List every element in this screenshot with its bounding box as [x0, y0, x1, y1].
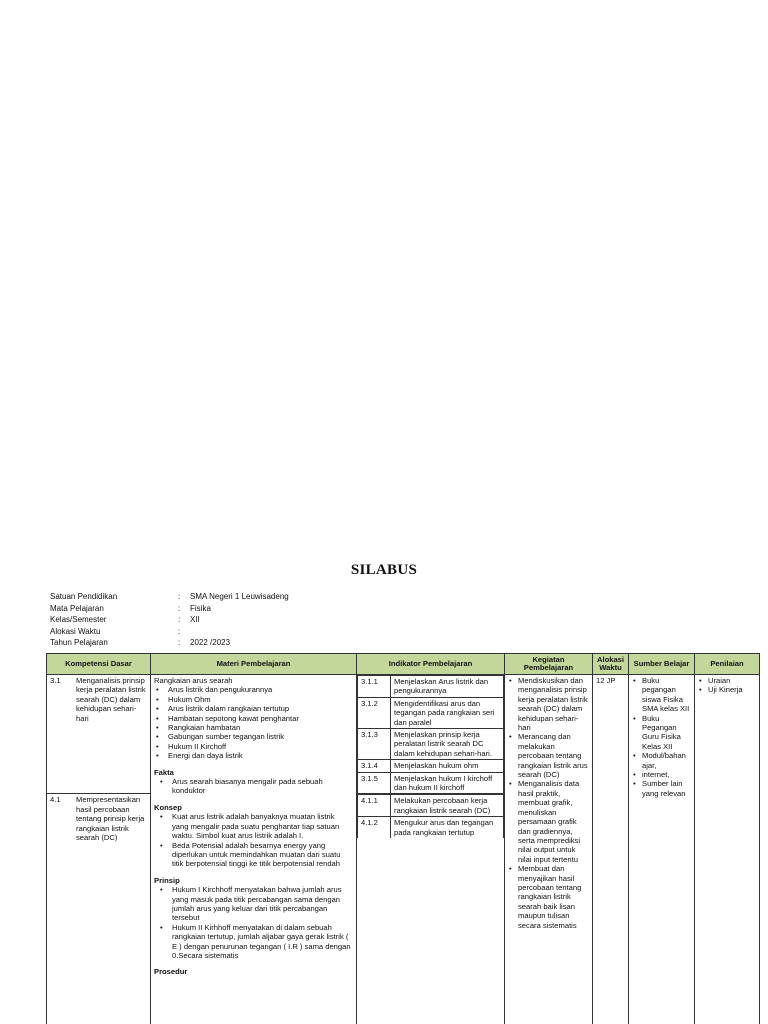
materi-item: • Arus listrik dan pengukurannya: [154, 685, 353, 694]
kd-text: Menganalisis prinsip kerja peralatan listrik searah (DC) dalam kehidupan sehari-hari: [76, 676, 146, 723]
materi-list: [154, 685, 353, 760]
meta-row: [50, 626, 289, 638]
header-sumber: Sumber Belajar: [629, 654, 695, 675]
indikator-row: [358, 772, 504, 793]
document-meta: [50, 591, 289, 649]
table-header-row: [47, 654, 760, 675]
meta-value: Fisika: [190, 603, 211, 613]
prinsip-heading: Prinsip: [154, 875, 180, 885]
header-kompetensi-dasar: Kompetensi Dasar: [47, 654, 151, 675]
indikator-list-a: [357, 675, 504, 793]
indikator-number: 4.1.1: [358, 795, 391, 817]
materi-item: • Hukum II Kirchoff: [154, 742, 353, 751]
sumber-list: [632, 676, 691, 798]
kegiatan-item: • Membuat dan menyajikan hasil percobaan tentang rangkaian listrik searah baik lisan maupun tulisan secara sistematis: [508, 864, 589, 930]
kegiatan-item: • Merancang dan melakukan percobaan tentang rangkaian listrik arus searah (DC): [508, 732, 589, 779]
sumber-item: • Buku Pegangan Guru Fisika Kelas XII: [632, 714, 691, 752]
meta-label: Mata Pelajaran: [50, 603, 104, 613]
meta-separator: :: [178, 638, 181, 648]
materi-item: • Gabungan sumber tegangan listrik: [154, 732, 353, 741]
konsep-heading: Konsep: [154, 802, 182, 812]
meta-value: 2022 /2023: [190, 638, 231, 648]
penilaian-item: • Uraian: [698, 676, 756, 685]
sumber-item: • Modul/bahan ajar,: [632, 751, 691, 770]
sumber-item: • Sumber lain yang relevan: [632, 779, 691, 798]
indikator-number: 3.1.2: [358, 697, 391, 728]
indikator-row: [358, 676, 504, 698]
sumber-item: • internet,: [632, 770, 691, 779]
syllabus-table: [46, 653, 760, 1024]
fakta-heading: Fakta: [154, 767, 174, 777]
meta-row: [50, 637, 289, 649]
indikator-text: Menjelaskan hukum I kirchoff dan hukum II kirchoff: [391, 772, 504, 793]
indikator-text: Menjelaskan prinsip kerja peralatan listrik searah DC dalam kehidupan sehari-hari.: [391, 729, 504, 760]
indikator-number: 3.1.1: [358, 676, 391, 698]
penilaian-item: • Uji Kinerja: [698, 685, 756, 694]
indikator-number: 3.1.5: [358, 772, 391, 793]
kegiatan-item: • Mendiskusikan dan menganalisis prinsip kerja peralatan listrik searah (DC) dalam kehidupan sehari-hari: [508, 676, 589, 732]
sumber-item: • Buku pegangan siswa Fisika SMA kelas XII: [632, 676, 691, 714]
fakta-list: [154, 777, 353, 796]
indikator-text: Mengidentifikasi arus dan tegangan pada rangkaian seri dan paralel: [391, 697, 504, 728]
indikator-list-b: [357, 794, 504, 838]
meta-value: SMA Negeri 1 Leuwisadeng: [190, 592, 289, 601]
indikator-cell-b: [357, 794, 505, 1024]
indikator-text: Melakukan percobaan kerja rangkaian listrik searah (DC): [391, 795, 504, 817]
konsep-item: • Beda Potensial adalah besarnya energy yang diperlukan untuk memindahkan muatan dari suatu titik berpotensial tinggi ke titik berpotensial rendah: [154, 841, 353, 869]
konsep-list: [154, 812, 353, 868]
header-materi: Materi Pembelajaran: [151, 654, 357, 675]
indikator-row: [358, 760, 504, 772]
kegiatan-cell: [505, 675, 593, 1024]
meta-row: [50, 603, 289, 615]
indikator-row: [358, 729, 504, 760]
meta-label: Kelas/Semester: [50, 615, 107, 625]
penilaian-list: [698, 676, 756, 695]
kd-number: 4.1: [50, 795, 61, 805]
meta-separator: :: [178, 603, 181, 613]
kd-number: 3.1: [50, 676, 61, 685]
prinsip-list: [154, 885, 353, 960]
prinsip-item: • Hukum II Kirhhoff menyatakan di dalam sebuah rangkaian tertutup, jumlah aljabar gaya gerak listrik ( E ) dengan penurunan tegangan ( I.R ) sama dengan 0.Secara sistematis: [154, 923, 353, 961]
indikator-row: [358, 795, 504, 817]
indikator-text: Mengukur arus dan tegangan pada rangkaian tertutup: [391, 817, 504, 838]
materi-item: • Energi dan daya listrik: [154, 751, 353, 760]
indikator-text: Menjelaskan Arus listrik dan pengukurannya: [391, 676, 504, 698]
fakta-item: • Arus searah biasanya mengalir pada sebuah konduktor: [154, 777, 353, 796]
header-indikator: Indikator Pembelajaran: [357, 654, 505, 675]
meta-separator: :: [178, 626, 181, 636]
indikator-number: 3.1.3: [358, 729, 391, 760]
konsep-item: • Kuat arus listrik adalah banyaknya muatan listrik yang mengalir pada suatu penghantar tiap satuan waktu. Simbol kuat arus listrik adalah I.: [154, 812, 353, 840]
meta-row: [50, 614, 289, 626]
meta-separator: :: [178, 592, 181, 601]
indikator-row: [358, 697, 504, 728]
indikator-text: Menjelaskan hukum ohm: [391, 760, 504, 772]
meta-separator: :: [178, 615, 181, 625]
header-penilaian: Penilaian: [695, 654, 760, 675]
prosedur-heading: Prosedur: [154, 967, 188, 977]
meta-label: Alokasi Waktu: [50, 626, 101, 636]
kd-text: Mempresentasikan hasil percobaan tentang prinsip kerja rangkaian listrik searah (DC): [76, 795, 145, 843]
materi-intro: Rangkaian arus searah: [154, 676, 233, 685]
materi-item: • Hukum Ohm: [154, 695, 353, 704]
materi-cell: [151, 675, 357, 1024]
materi-item: • Arus listrik dalam rangkaian tertutup: [154, 704, 353, 713]
indikator-cell-a: [357, 675, 505, 794]
header-kegiatan: Kegiatan Pembelajaran: [505, 654, 593, 675]
indikator-number: 3.1.4: [358, 760, 391, 772]
indikator-row: [358, 817, 504, 838]
kegiatan-item: • Menganalisis data hasil praktik, membuat grafik, menuliskan persamaan grafik dan gradiennya, serta memprediksi nilai output untuk nilai input tertentu: [508, 779, 589, 864]
alokasi-cell: 12 JP: [593, 675, 629, 1024]
sumber-cell: [629, 675, 695, 1024]
meta-row: [50, 591, 289, 603]
prinsip-item: • Hukum I Kirchhoff menyatakan bahwa jumlah arus yang masuk pada titik percabangan sama dengan jumlah arus yang keluar dari titik percabangan tersebut: [154, 885, 353, 923]
indikator-number: 4.1.2: [358, 817, 391, 838]
page-title: SILABUS: [350, 562, 418, 578]
materi-item: • Rangkaian hambatan: [154, 723, 353, 732]
kd-cell-4-1: [47, 794, 151, 1024]
header-alokasi: Alokasi Waktu: [593, 654, 629, 675]
meta-label: Tahun Pelajaran: [50, 638, 108, 648]
kegiatan-list: [508, 676, 589, 930]
meta-label: Satuan Pendidikan: [50, 592, 118, 601]
kd-cell-3-1: [47, 675, 151, 794]
materi-item: • Hambatan sepotong kawat penghantar: [154, 714, 353, 723]
meta-value: XII: [190, 615, 200, 625]
penilaian-cell: [695, 675, 760, 1024]
table-row: [47, 675, 760, 794]
